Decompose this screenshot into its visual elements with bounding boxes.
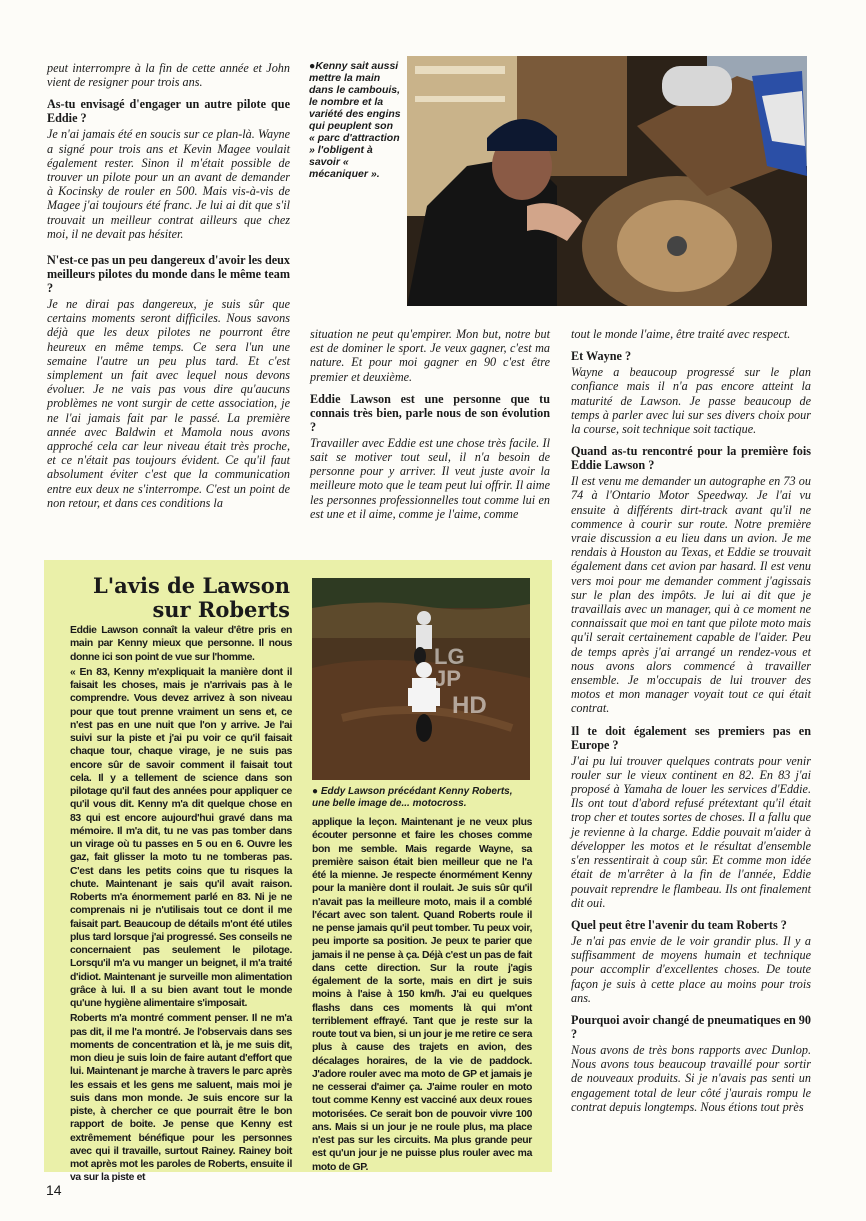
col1-question-1: As-tu envisagé d'engager un autre pilote que Eddie ? <box>47 97 290 126</box>
col3-intro: tout le monde l'aime, être traité avec respect. <box>571 327 791 341</box>
sidebar-lead: Eddie Lawson connaît la valeur d'être pris en main par Kenny mieux que personne. Il nous donne ici son point de vue sur l'homme. <box>70 625 292 663</box>
sidebar-text-right <box>312 816 532 1176</box>
col3-question-1: Et Wayne ? <box>571 349 632 364</box>
watermark-lg: LG <box>434 644 465 669</box>
col3-question-3: Il te doit également ses premiers pas en Europe ? <box>571 723 811 752</box>
column-3 <box>571 327 811 1118</box>
sidebar-text-left <box>70 624 292 1187</box>
col3-answer-3: J'ai pu lui trouver quelques contrats pour venir rouler sur le vieux continent en 82. En 83 j'ai proposé à Yamaha de louer les services d'Eddie. Ils ont tout d'abord refusé prétextant qu'il était trop cher et toutes sortes de choses. Il a fallu que je revienne à la charge. Eddie pouvait m'aider à développer les motos et le résultat d'ensemble s'en ressentirait à coup sûr. Et comme mon idée était de m'arrêter à la fin de l'année, Eddie pouvait reprendre le flambeau. Ils ont finalement dit oui. <box>571 753 811 910</box>
photo-mechanic-caption: ●Kenny sait aussi mettre la main dans le cambouis, le nombre et la variété des engins qui peuplent son « parc d'attraction » l'obligent à savoir « mécaniquer ». <box>309 60 401 180</box>
sidebar-paragraph-1: « En 83, Kenny m'expliquait la manière dont il faisait les choses, mais je n'arrivais pas à le comprendre. Vous devez arrivez à son niveau pour que tout prenne vraiment un sens et, ce n'est pas en une nuit que l'on y arrive. Je l'ai suivi sur la piste et j'ai pu voir ce qu'il faisait chaque tour, chaque virage, je ne suis pas encore sûr de savoir comment il faisait tout cela. Il y a tellement de science dans son pilotage qu'il faut des années pour appliquer ce qu'il vous dit. Kenny m'a dit quelque chose en 83 qui est encore aujourd'hui gravé dans ma mémoire. Il m'a dit, tu ne vas pas tomber dans un virage où tu passes en 5 ou en 6. Ouvre les gaz, fait glisser la moto tu ne tomberas pas. C'est dans les petits coins que tu risques la chute. Maintenant je sais qu'il avait raison. Roberts m'a énormement parlé en 83. Ni je ne comprenais ni je n'utilisais tout ce dont il me faisait part. Beaucoup de détails m'ont été utiles plus tard lorsque j'ai progressé. Ses conseils ne concernaient pas seulement le pilotage. Lorsqu'il m'a vu manger un beignet, il m'a traité d'idiot. Maintenant je surveille mon alimentation grâce à lui. Il a su bien avant tout le monde qu'une hygiène alimentaire s'imposait. <box>70 666 292 1009</box>
col2-intro: situation ne peut qu'empirer. Mon but, notre but est de dominer le sport. Je veux gagner, c'est ma nature. Et pour moi gagner en 90 c'est être premier et deuxième. <box>310 327 550 384</box>
photo-mechanic-image <box>407 56 807 306</box>
sidebar-title <box>60 574 290 622</box>
photo-motocross <box>312 578 530 780</box>
col3-question-5: Pourquoi avoir changé de pneumatiques en 90 ? <box>571 1012 811 1041</box>
column-1 <box>47 61 290 514</box>
col3-answer-4: Je n'ai pas envie de le voir grandir plus. Il y a suffisamment de moyens humain et technique pour accomplir d'excellentes choses. De toute façon je suis à cette place au moins pour trois ans. <box>571 933 811 1005</box>
column-2 <box>310 327 550 525</box>
col2-answer-1: Travailler avec Eddie est une chose très facile. Il sait se motiver tout seul, il n'a besoin de personne pour y arriver. Il veut juste avoir la meilleure moto que le team peut lui offrir. Il aime les personnes professionnelles tout comme lui en est une et il aime, comme je l'aime, comme <box>310 435 550 521</box>
col1-answer-1: Je n'ai jamais été en soucis sur ce plan-là. Wayne a signé pour trois ans et Kevin Magee voulait également rester. Sinon il m'était possible de trouver un pilote pour un an avant de demander à Kocinsky de rouler en 500. Mais vis-à-vis de Magee j'ai toujours été franc. Je lui ai dit que s'il trouvait un meilleur contrat ailleurs que chez moi, il ne devait pas hésiter. <box>47 127 290 241</box>
col3-question-2: Quand as-tu rencontré pour la première fois Eddie Lawson ? <box>571 444 811 473</box>
col1-answer-2: Je ne dirai pas dangereux, je suis sûr que certains moments seront difficiles. Nous savons déjà que les deux pilotes ne pourront être heureux en même temps. Ce sera l'un une semaine l'autre un peu plus tard. Et c'est simplement un fait avec lequel nous devons évoluer. Je ne vais pas vous dire qu'aucuns problèmes ne vont surgir de cette association, je ne l'ai jamais fait par le passé. La première année avec Baldwin et Mamola nous avons approché cela car leur niveau était très proche, et ce n'était pas toujours évident. Ce qu'il faut absolument éviter c'est que la communication entre eux deux ne s'interrompe. C'est un point de non retour, et dans ces conditions la <box>47 297 290 510</box>
sidebar-title-line-2: sur Roberts <box>152 597 290 622</box>
watermark-jp: JP <box>434 666 461 691</box>
col3-answer-2: Il est venu me demander un autographe en 73 ou 74 à l'Ontario Motor Speedway. Je l'ai vu ensuite à différents dirt-track avant qu'il ne commence à courir sur route. Notre première vraie discussion a eu lieu dans un avion. Je me rendais à Houston au Texas, et Eddie se trouvait également dans cet avion par hasard. Il est venu vers moi pour me demander comment j'agissais sur le plan des impôts. Je lui ai dit que je travaillais avec un manager, qui à ce moment ne connaissait que moi en tant que pilote moto mais qu'il serait certainement capable de l'aider. Peu de temps après j'ai arrangé un rendez-vous et nous avons alors commencé à travailler ensemble. Je m'occupais de lui trouver des motos et mon manager voyait tout ce qui était contrat. <box>571 474 811 716</box>
photo-motocross-image <box>312 578 530 780</box>
sidebar-title-line-1: L'avis de Lawson <box>92 573 290 598</box>
sidebar-paragraph-3: applique la leçon. Maintenant je ne veux plus écouter personne et faire les choses comme bon me semble. Mais regarde Wayne, sa première saison était bien meilleur que ne l'a été la mienne. Je respecte énormément Kenny pour la manière dont il roulait. Je suis sûr qu'il n'avait pas la meilleure moto, mais il a comblé l'écart avec son talent. Quand Roberts roule il ne pense jamais qu'il peut tomber. Tu peux voir, peu importe sa position. Je peux te parier que jamais il ne pense à ça. Déjà c'est un pas de fait dans cette direction. Sur la route j'agis également de la sorte, mais en dirt je suis moins à l'aise à 150 km/h. J'ai eu quelques flashs dans ces moments là qui m'ont terriblement effrayé. Tant que je reste sur la route tout va bien, si un jour je me retire ce sera plus à cause des trajets en avion, des décalages horaires, de la vie de paddock. J'adore rouler avec ma moto de GP et jamais je ne cesserai d'aimer ça. J'aime rouler en moto tout comme Kenny est vacciné aux deux roues motorisées. Ce serait bon de pouvoir vivre 100 ans. Mais si un jour je ne roule plus, ma place n'est pas sur les circuits. Ma plus grande peur est qu'un jour je ne puisse plus rouler avec ma moto de GP. <box>312 817 532 1173</box>
col1-intro: peut interrompre à la fin de cette année et John vient de resigner pour trois ans. <box>47 61 290 90</box>
col2-question-1: Eddie Lawson est une personne que tu connais très bien, parle nous de son évolution ? <box>310 391 550 434</box>
col3-question-4: Quel peut être l'avenir du team Roberts ? <box>571 917 787 932</box>
photo-motocross-caption: ● Eddy Lawson précédant Kenny Roberts, une belle image de... motocross. <box>312 786 513 809</box>
sidebar-paragraph-2: Roberts m'a montré comment penser. Il ne m'a pas dit, il me l'a montré. Je l'observais dans ses moments de concentration et là, je me suis dit, mon dieu je suis loin de faire autant d'effort que lui. Maintenant je marche à travers le parc après les essais et les gens me saluent, mais moi je suis dans mon monde. Je suis encore sur la piste, à chercher ce que pourrait être le bon rapport de boite. Je pense que Kenny est extrêmement bénéfique pour les personnes avec qui il travaille, surtout Rainey. Rainey boit mot après mot les paroles de Roberts, ensuite il va sur la piste et <box>70 1013 292 1184</box>
col3-answer-1: Wayne a beaucoup progressé sur le plan confiance mais il n'a pas encore atteint la maturité de Lawson. Je passe beaucoup de temps à parler avec lui sur ses divers choix pour la course, soit technique soit tactique. <box>571 365 811 437</box>
watermark-hd: HD <box>452 692 487 719</box>
page-number: 14 <box>46 1182 62 1198</box>
col3-answer-5: Nous avons de très bons rapports avec Dunlop. Nous avons tous beaucoup travaillé pour sortir de nouveaux produits. Si je n'avais pas senti un engagement total de leur côté j'aurais rompu le contrat depuis longtemps. Nous étions tout près <box>571 1042 811 1114</box>
photo-mechanic <box>407 56 807 306</box>
col1-question-2: N'est-ce pas un peu dangereux d'avoir les deux meilleurs pilotes du monde dans le même team ? <box>47 253 290 296</box>
